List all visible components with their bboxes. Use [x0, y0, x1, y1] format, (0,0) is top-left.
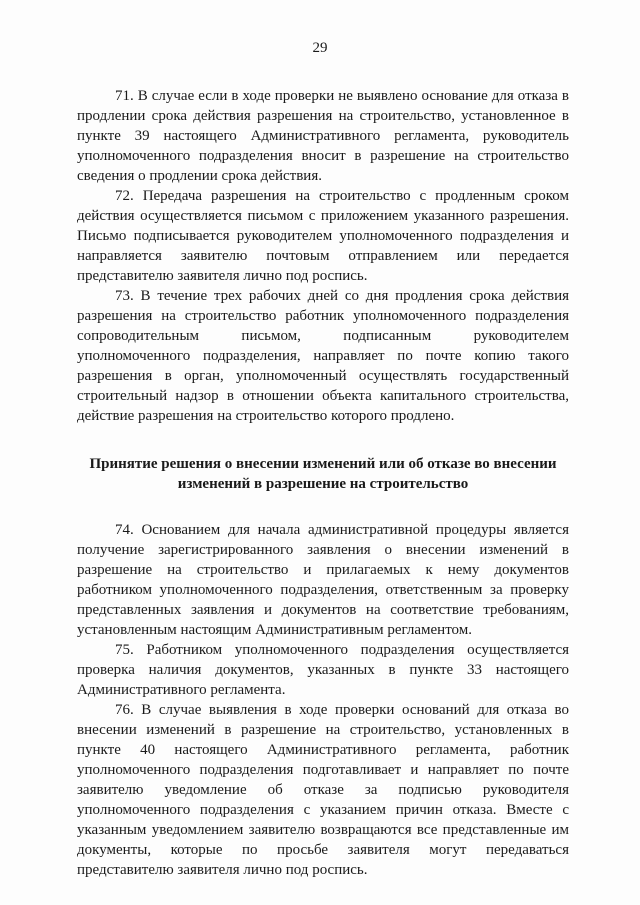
page-number: 29 — [312, 40, 328, 56]
paragraph-76: 76. В случае выявления в ходе проверки оснований для отказа во внесении изменений в разрешение на строительство, установленных в пункте 40 настоящего Административного регламента, работник уполномоченного подразделения подготавливает и направляет по почте заявителю уведомление об отказе за подписью руководителя уполномоченного подразделения с указанием причин отказа. Вместе с указанным уведомлением заявителю возвращаются все представленные им документы, которые по просьбе заявителя могут передаваться представителю заявителя лично под роспись. — [77, 702, 569, 878]
paragraph-72: 72. Передача разрешения на строительство с продленным сроком действия осуществляется письмом с приложением указанного разрешения. Письмо подписывается руководителем уполномоченного подразделения и направляется заявителю почтовым отправлением или передается представителю заявителя лично под роспись. — [77, 188, 569, 284]
paragraph-71: 71. В случае если в ходе проверки не выявлено основание для отказа в продлении срока действия разрешения на строительство, установленное в пункте 39 настоящего Административного регламента, руководитель уполномоченного подразделения вносит в разрешение на строительство сведения о продлении срока действия. — [77, 88, 569, 184]
paragraph-75: 75. Работником уполномоченного подразделения осуществляется проверка наличия документов, указанных в пункте 33 настоящего Административного регламента. — [77, 642, 569, 698]
section-heading: Принятие решения о внесении изменений или об отказе во внесении изменений в разрешение на строительство — [89, 456, 557, 492]
paragraph-73: 73. В течение трех рабочих дней со дня продления срока действия разрешения на строительство работник уполномоченного подразделения сопроводительным письмом, подписанным руководителем уполномоченного подразделения, направляет по почте копию такого разрешения в орган, уполномоченный осуществлять государственный строительный надзор в отношении объекта капитального строительства, действие разрешения на строительство которого продлено. — [77, 288, 569, 424]
paragraph-74: 74. Основанием для начала административной процедуры является получение зарегистрированного заявления о внесении изменений в разрешение на строительство и прилагаемых к нему документов работником уполномоченного подразделения, ответственным за проверку представленных заявления и документов на соответствие требованиям, установленным настоящим Административным регламентом. — [77, 522, 569, 638]
document-body — [77, 86, 569, 880]
